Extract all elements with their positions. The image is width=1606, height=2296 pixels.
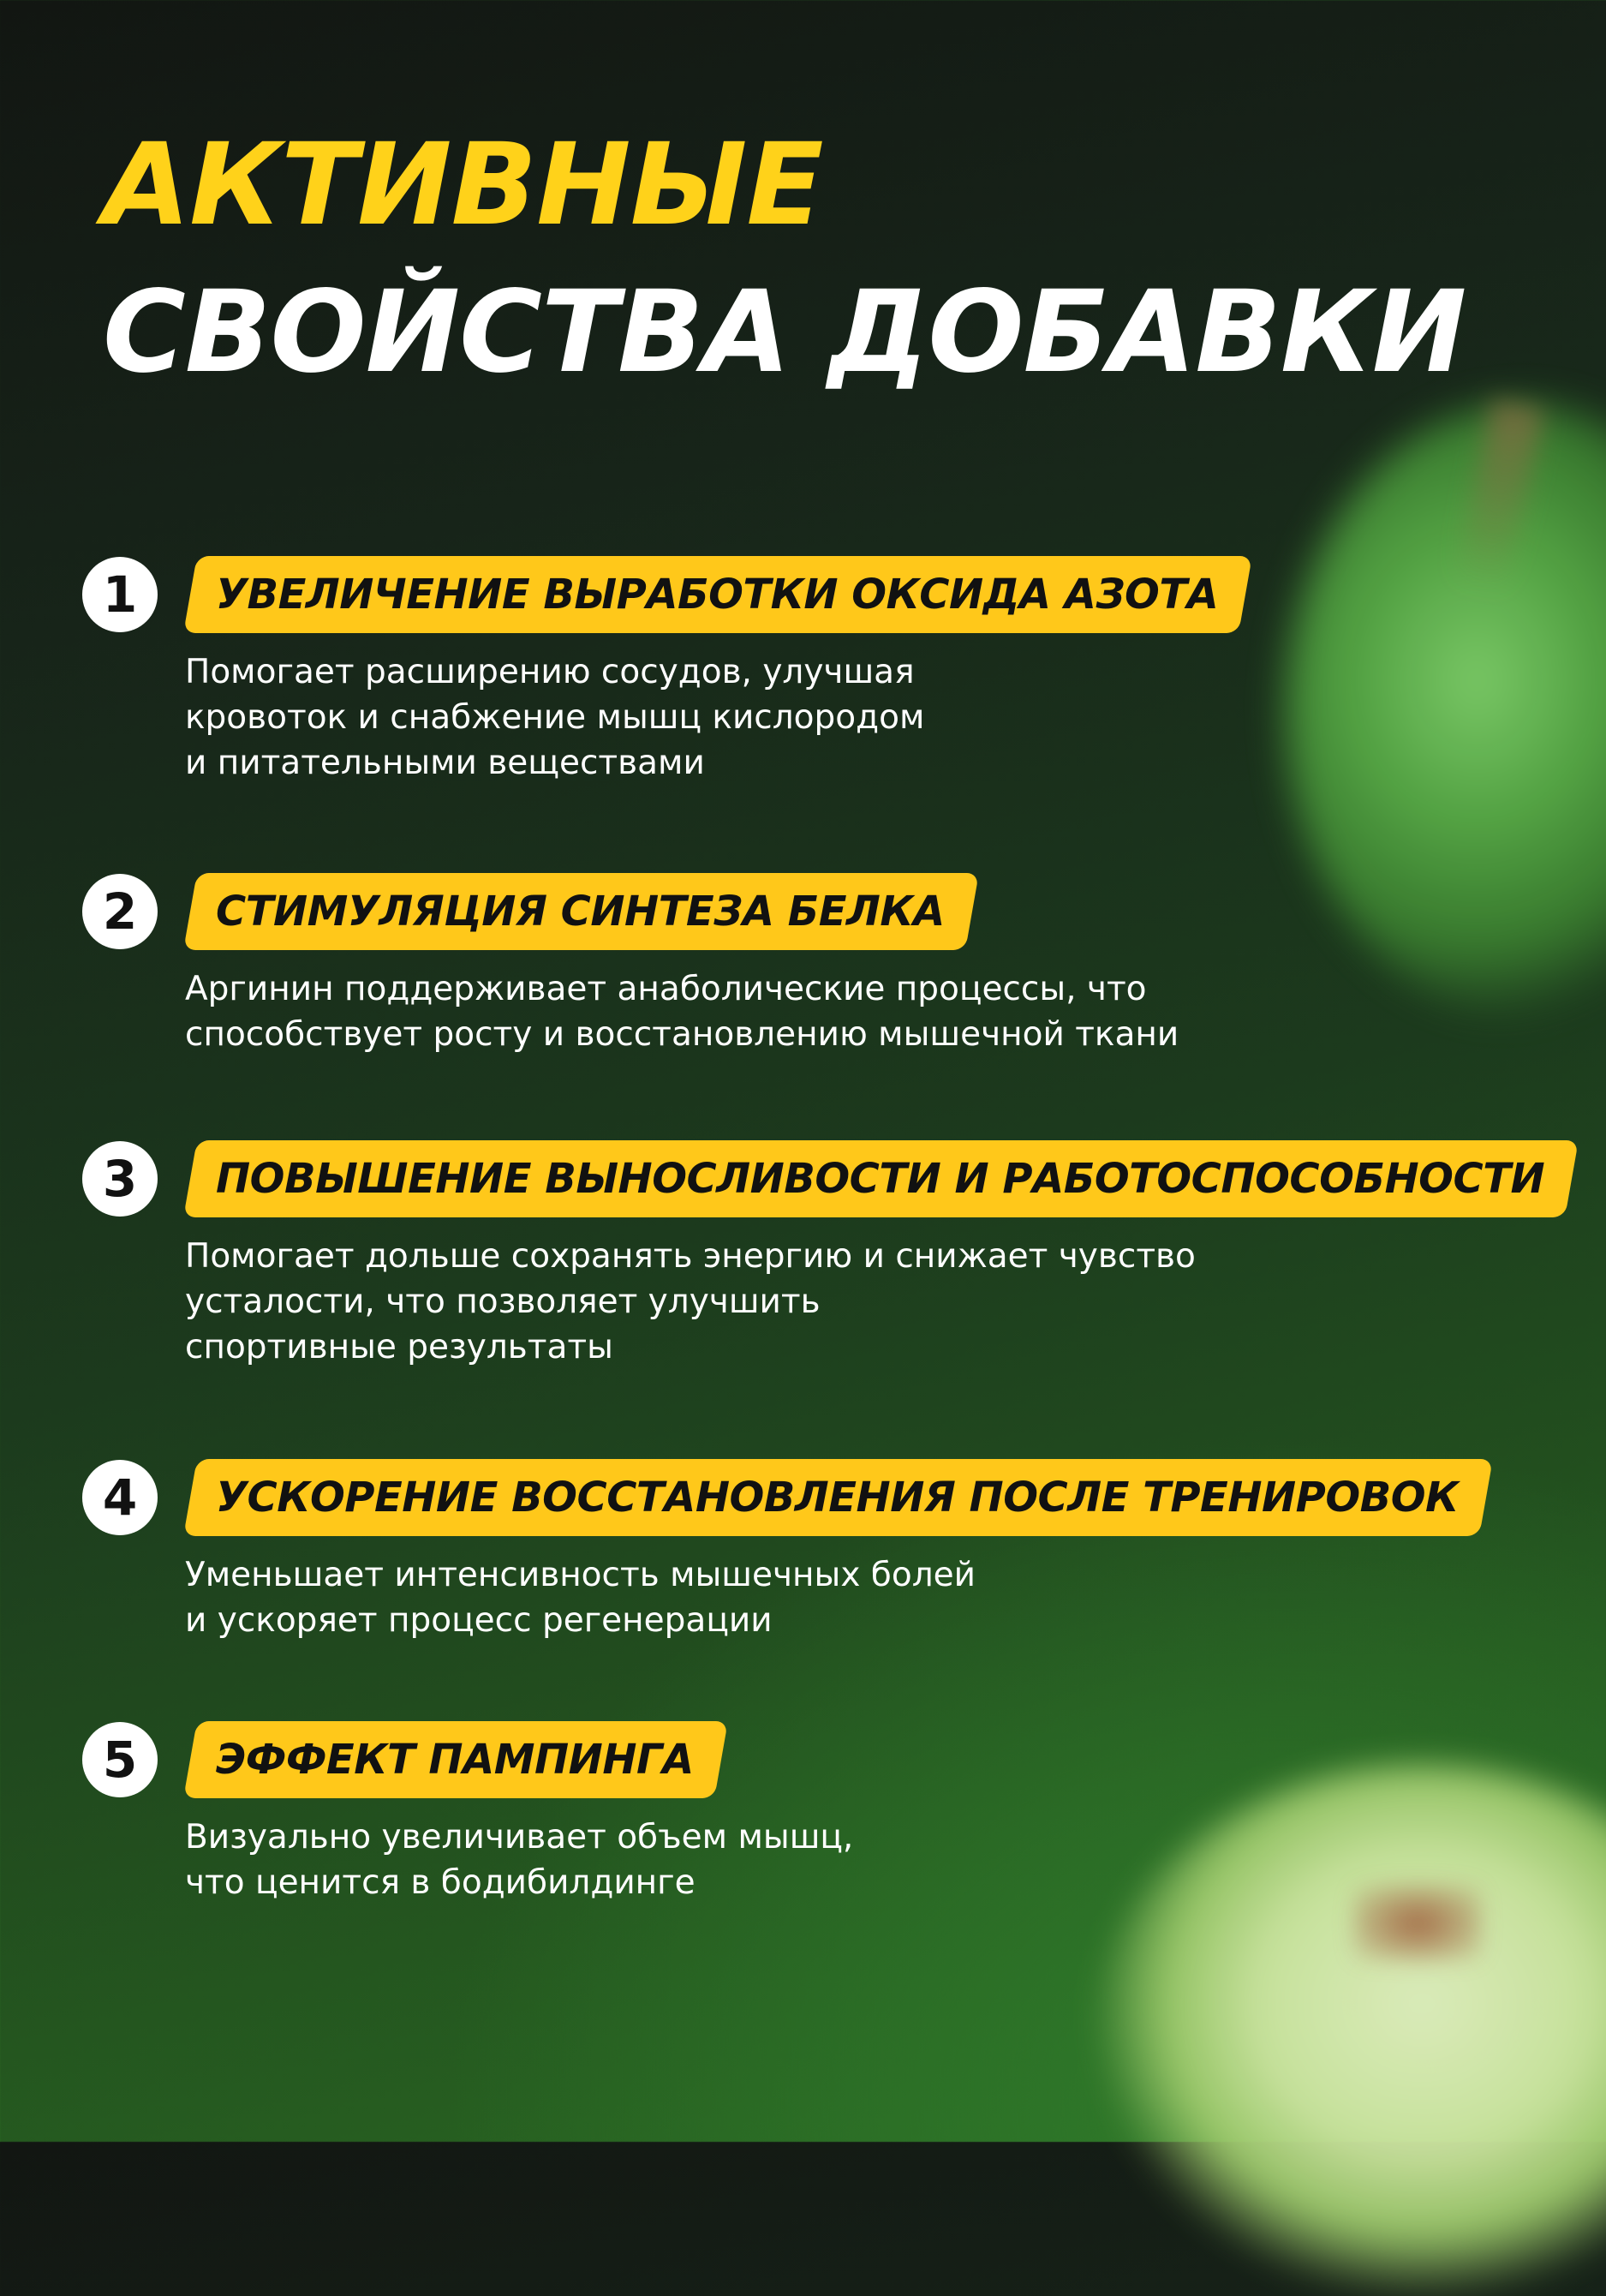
number-badge: 3 [82,1141,158,1217]
description-line: спортивные результаты [185,1328,613,1366]
page-title [103,111,1466,406]
benefit-heading: УВЕЛИЧЕНИЕ ВЫРАБОТКИ ОКСИДА АЗОТА [216,571,1219,619]
number-badge: 4 [82,1460,158,1535]
benefit-item-4 [82,1458,1486,1643]
number-badge: 2 [82,874,158,949]
heading-badge [183,1721,728,1798]
description-line: Визуально увеличивает объем мышц, [185,1818,854,1857]
benefit-item-1 [82,555,1245,786]
heading-badge [183,873,979,950]
description-line: Помогает дольше сохранять энергию и снижает чувство [185,1237,1196,1276]
description-line: и ускоряет процесс регенерации [185,1601,773,1640]
benefit-header [82,872,1179,951]
apple-seed-image [1353,1885,1482,1962]
number-badge: 1 [82,557,158,632]
description-line: Уменьшает интенсивность мышечных болей [185,1556,976,1594]
benefit-header [82,555,1245,634]
heading-badge [183,1140,1579,1217]
description-line: Аргинин поддерживает анаболические процессы, что [185,970,1147,1008]
description-line: и питательными веществами [185,744,705,782]
heading-badge [183,556,1252,633]
apple-slice-image [1096,1765,1606,2296]
number-badge: 5 [82,1722,158,1797]
green-apple-image [1285,403,1606,1019]
benefit-item-5 [82,1720,853,1905]
benefit-header [82,1458,1486,1537]
title-line-1: АКТИВНЫЕ [103,119,823,251]
benefit-header [82,1139,1572,1218]
benefit-item-2 [82,872,1179,1057]
benefit-heading: ЭФФЕКТ ПАМПИНГА [216,1736,694,1784]
benefit-description [185,1552,1486,1643]
benefit-header [82,1720,853,1799]
benefit-description [185,1234,1572,1370]
benefit-description [185,966,1179,1057]
benefit-item-3 [82,1139,1572,1370]
benefit-description [185,1815,853,1905]
benefit-description [185,649,1245,786]
benefit-heading: ПОВЫШЕНИЕ ВЫНОСЛИВОСТИ И РАБОТОСПОСОБНОСТИ [216,1155,1545,1203]
benefit-heading: УСКОРЕНИЕ ВОССТАНОВЛЕНИЯ ПОСЛЕ ТРЕНИРОВОК [216,1474,1459,1522]
benefit-heading: СТИМУЛЯЦИЯ СИНТЕЗА БЕЛКА [216,888,945,936]
description-line: Помогает расширению сосудов, улучшая [185,653,915,691]
description-line: способствует росту и восстановлению мышечной ткани [185,1015,1179,1054]
description-line: кровоток и снабжение мышц кислородом [185,698,925,737]
apple-stem-image [1454,399,1543,595]
description-line: что ценится в бодибилдинге [185,1863,696,1902]
description-line: усталости, что позволяет улучшить [185,1283,821,1321]
heading-badge [183,1459,1493,1536]
title-line-2: СВОЙСТВА ДОБАВКИ [103,266,1466,398]
